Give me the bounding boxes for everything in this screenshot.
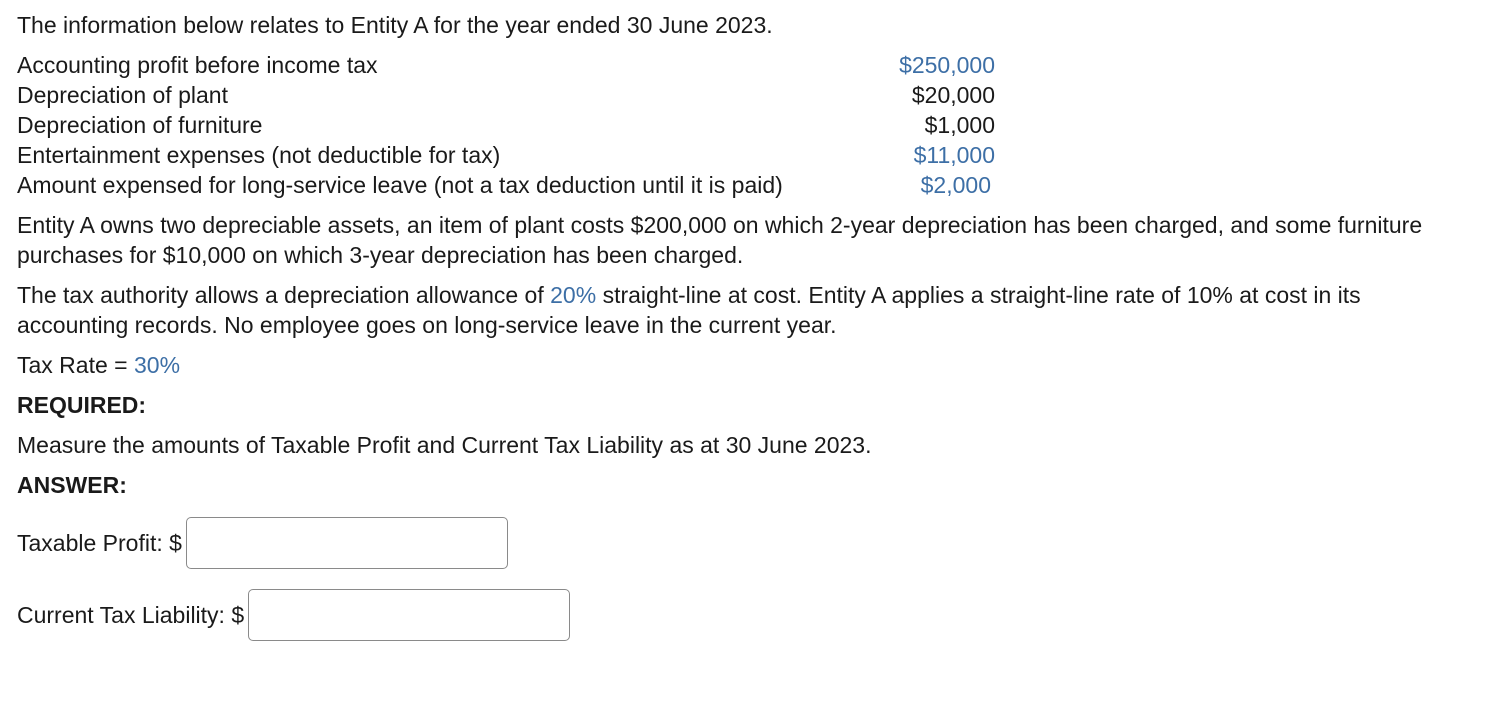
- item-row-accounting-profit: [17, 50, 995, 80]
- tax-allowance-rate: 20%: [550, 282, 597, 308]
- financial-items: [17, 50, 995, 200]
- intro-text: The information below relates to Entity A for the year ended 30 June 2023.: [17, 12, 773, 38]
- current-tax-liability-label: Current Tax Liability: $: [17, 601, 245, 628]
- item-row-depreciation-plant: [17, 80, 995, 110]
- item-row-long-service-leave: [17, 170, 995, 200]
- current-tax-liability-input[interactable]: [248, 589, 570, 641]
- item-label: Amount expensed for long-service leave (not a tax deduction until it is paid): [17, 172, 783, 198]
- tax-paragraph: [17, 280, 1477, 340]
- item-row-entertainment: [17, 140, 995, 170]
- item-label: Accounting profit before income tax: [17, 52, 378, 78]
- taxable-profit-label: Taxable Profit: $: [17, 529, 182, 556]
- tax-rate-value: 30%: [133, 352, 181, 378]
- item-value: $20,000: [911, 82, 995, 108]
- required-text: Measure the amounts of Taxable Profit and Current Tax Liability as at 30 June 2023.: [17, 432, 872, 458]
- assets-paragraph: Entity A owns two depreciable assets, an item of plant costs $200,000 on which 2-year depreciation has been charged, and some furniture purchases for $10,000 on which 3-year depreciation has been charged.: [17, 212, 1423, 268]
- tax-rate-label: Tax Rate =: [17, 352, 134, 378]
- item-row-depreciation-furniture: [17, 110, 995, 140]
- answer-heading: ANSWER:: [17, 472, 127, 498]
- item-label: Depreciation of plant: [17, 82, 228, 108]
- tax-paragraph-after: straight-line at cost. Entity A applies a straight-line rate of 10% at cost in its accounting records. No employee goes on long-service leave in the current year.: [17, 282, 1361, 338]
- item-value: $250,000: [899, 52, 995, 78]
- item-value: $2,000: [920, 172, 991, 198]
- item-label: Depreciation of furniture: [17, 112, 263, 138]
- taxable-profit-input[interactable]: [186, 517, 508, 569]
- tax-paragraph-before: The tax authority allows a depreciation allowance of: [17, 282, 551, 308]
- taxable-profit-row: [17, 516, 1477, 570]
- question-content: [17, 10, 1477, 642]
- item-label: Entertainment expenses (not deductible for tax): [17, 142, 501, 168]
- item-value: $11,000: [913, 142, 995, 168]
- tax-rate-line: [17, 350, 1477, 380]
- item-value: $1,000: [924, 112, 995, 138]
- current-tax-liability-row: [17, 588, 1477, 642]
- required-heading: REQUIRED:: [17, 392, 147, 418]
